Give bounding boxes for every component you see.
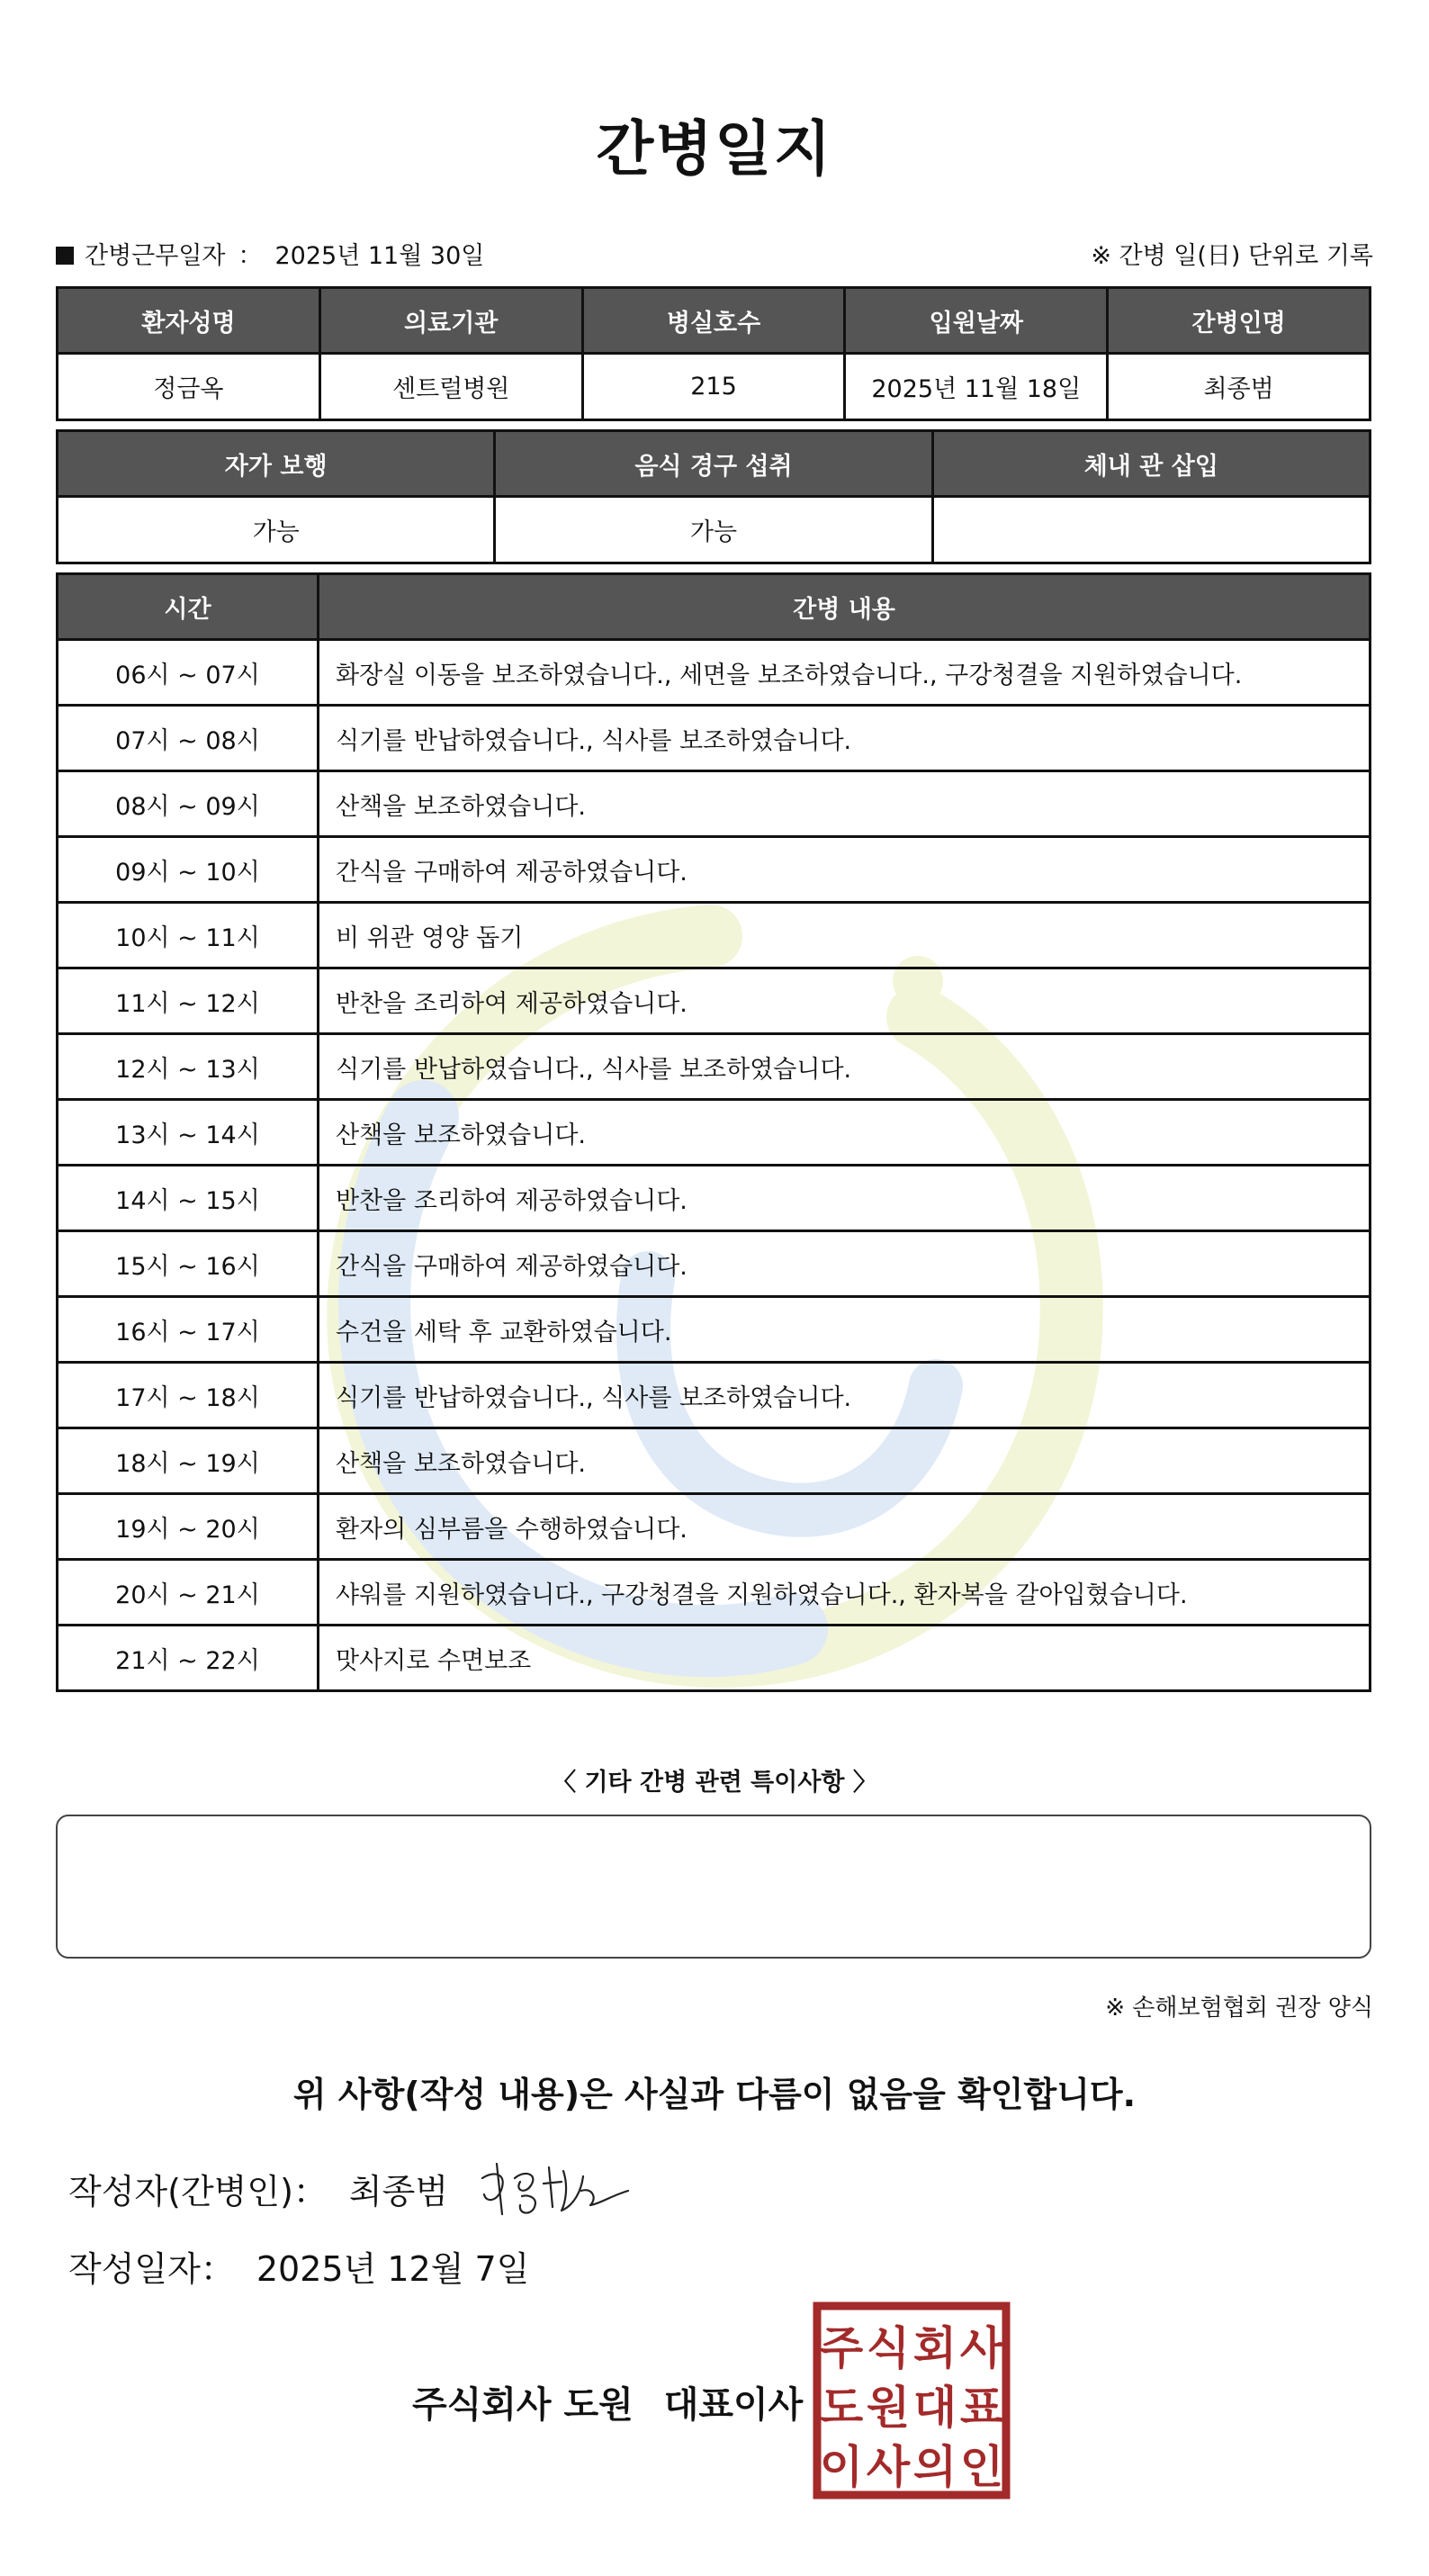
care-content: 화장실 이동을 보조하였습니다., 세면을 보조하였습니다., 구강청결을 지원하였습니다.: [319, 640, 1371, 706]
table-row: [58, 497, 1371, 563]
care-content: 반찬을 조리하여 제공하였습니다.: [319, 968, 1371, 1034]
care-content: 간식을 구매하여 제공하였습니다.: [319, 1231, 1371, 1297]
header-patient-name: 환자성명: [58, 288, 320, 354]
written-date-line: [68, 2241, 529, 2291]
header-care-content: 간병 내용: [319, 574, 1371, 640]
header-tube-insertion: 체내 관 삽입: [932, 431, 1370, 497]
company-name: 주식회사 도원: [412, 2384, 634, 2426]
time-slot: 10시 ~ 11시: [58, 903, 319, 968]
written-date-label: 작성일자：: [68, 2249, 235, 2289]
header-self-walking: 자가 보행: [58, 431, 495, 497]
writer-line: [68, 2164, 448, 2213]
table-row: [58, 1428, 1371, 1494]
header-caregiver-name: 간병인명: [1108, 288, 1371, 354]
table-header-row: [58, 431, 1371, 497]
admission-date: 2025년 11월 18일: [845, 354, 1108, 420]
form-source-note: ※ 손해보험협회 권장 양식: [1105, 1995, 1373, 2022]
time-slot: 06시 ~ 07시: [58, 640, 319, 706]
header-time: 시간: [58, 574, 319, 640]
representative-title: 대표이사: [663, 2384, 804, 2426]
header-admission-date: 입원날짜: [845, 288, 1108, 354]
unit-note: ※ 간병 일(日) 단위로 기록: [1091, 242, 1373, 270]
time-slot: 17시 ~ 18시: [58, 1363, 319, 1428]
seal-glyph: 원: [866, 2382, 911, 2434]
care-content: 식기를 반납하였습니다., 식사를 보조하였습니다.: [319, 1363, 1371, 1428]
special-notes-box: [56, 1815, 1371, 1959]
header-oral-intake: 음식 경구 섭취: [495, 431, 932, 497]
header-hospital: 의료기관: [319, 288, 582, 354]
time-slot: 18시 ~ 19시: [58, 1428, 319, 1494]
care-content: 간식을 구매하여 제공하였습니다.: [319, 837, 1371, 903]
company-signoff: [412, 2376, 803, 2427]
document-title: 간병일지: [596, 114, 833, 184]
table-row: [58, 354, 1371, 420]
seal-glyph: 회: [912, 2322, 957, 2374]
table-row: [58, 1034, 1371, 1100]
work-date-value: 2025년 11월 30일: [274, 242, 485, 270]
table-row: [58, 1494, 1371, 1560]
table-row: [58, 837, 1371, 903]
care-content: 산책을 보조하였습니다.: [319, 771, 1371, 837]
care-content: 산책을 보조하였습니다.: [319, 1100, 1371, 1166]
square-bullet-icon: [56, 247, 74, 265]
time-slot: 13시 ~ 14시: [58, 1100, 319, 1166]
table-header-row: [58, 288, 1371, 354]
care-content: 비 위관 영양 돕기: [319, 903, 1371, 968]
seal-glyph: 대: [912, 2382, 957, 2434]
header-room-number: 병실호수: [582, 288, 845, 354]
care-log-rows: [58, 640, 1371, 1691]
oral-intake-value: 가능: [495, 497, 932, 563]
table-row: [58, 1166, 1371, 1231]
work-date-separator: ：: [238, 242, 263, 270]
company-seal-stamp: [812, 2301, 1011, 2500]
care-content: 맛사지로 수면보조: [319, 1626, 1371, 1691]
care-content: 반찬을 조리하여 제공하였습니다.: [319, 1166, 1371, 1231]
time-slot: 15시 ~ 16시: [58, 1231, 319, 1297]
care-content: 수건을 세탁 후 교환하였습니다.: [319, 1297, 1371, 1363]
seal-glyph: 주: [819, 2322, 864, 2374]
care-content: 환자의 심부름을 수행하였습니다.: [319, 1494, 1371, 1560]
time-slot: 14시 ~ 15시: [58, 1166, 319, 1231]
writer-name: 최종범: [348, 2172, 449, 2211]
hospital: 센트럴병원: [319, 354, 582, 420]
time-slot: 21시 ~ 22시: [58, 1626, 319, 1691]
table-row: [58, 1363, 1371, 1428]
caregiver-name: 최종범: [1108, 354, 1371, 420]
time-slot: 20시 ~ 21시: [58, 1560, 319, 1626]
time-slot: 08시 ~ 09시: [58, 771, 319, 837]
seal-glyph: 사: [959, 2322, 1004, 2374]
time-slot: 11시 ~ 12시: [58, 968, 319, 1034]
time-slot: 07시 ~ 08시: [58, 706, 319, 771]
time-slot: 19시 ~ 20시: [58, 1494, 319, 1560]
seal-glyph: 도: [819, 2382, 864, 2434]
time-slot: 12시 ~ 13시: [58, 1034, 319, 1100]
seal-glyph: 표: [959, 2382, 1004, 2434]
table-row: [58, 1626, 1371, 1691]
patient-name: 정금옥: [58, 354, 320, 420]
patient-info-table: [56, 286, 1371, 421]
table-row: [58, 1297, 1371, 1363]
table-row: [58, 968, 1371, 1034]
work-date-label: 간병근무일자: [85, 242, 226, 270]
care-content: 식기를 반납하였습니다., 식사를 보조하였습니다.: [319, 706, 1371, 771]
tube-insertion-value: [932, 497, 1370, 563]
handwritten-signature: [475, 2151, 637, 2232]
seal-glyph: 인: [959, 2441, 1004, 2493]
table-row: [58, 771, 1371, 837]
care-content: 샤워를 지원하였습니다., 구강청결을 지원하였습니다., 환자복을 갈아입혔습니다.: [319, 1560, 1371, 1626]
seal-glyph: 이: [819, 2441, 864, 2493]
patient-status-table: [56, 429, 1371, 564]
table-row: [58, 706, 1371, 771]
care-content: 식기를 반납하였습니다., 식사를 보조하였습니다.: [319, 1034, 1371, 1100]
written-date: 2025년 12월 7일: [256, 2249, 530, 2289]
table-row: [58, 640, 1371, 706]
seal-glyph: 식: [866, 2322, 911, 2374]
table-row: [58, 1231, 1371, 1297]
seal-glyph: 사: [866, 2441, 911, 2493]
work-date-line: [56, 236, 484, 271]
table-row: [58, 1100, 1371, 1166]
care-log-table: [56, 572, 1371, 1692]
self-walking-value: 가능: [58, 497, 495, 563]
table-row: [58, 1560, 1371, 1626]
table-row: [58, 903, 1371, 968]
writer-label: 작성자(간병인)：: [68, 2172, 328, 2211]
seal-glyph: 의: [912, 2441, 957, 2493]
time-slot: 09시 ~ 10시: [58, 837, 319, 903]
special-notes-title: 〈 기타 간병 관련 특이사항 〉: [552, 1769, 877, 1797]
care-content: 산책을 보조하였습니다.: [319, 1428, 1371, 1494]
confirmation-statement: 위 사항(작성 내용)은 사실과 다름이 없음을 확인합니다.: [292, 2075, 1137, 2114]
room-number: 215: [582, 354, 845, 420]
time-slot: 16시 ~ 17시: [58, 1297, 319, 1363]
table-header-row: [58, 574, 1371, 640]
